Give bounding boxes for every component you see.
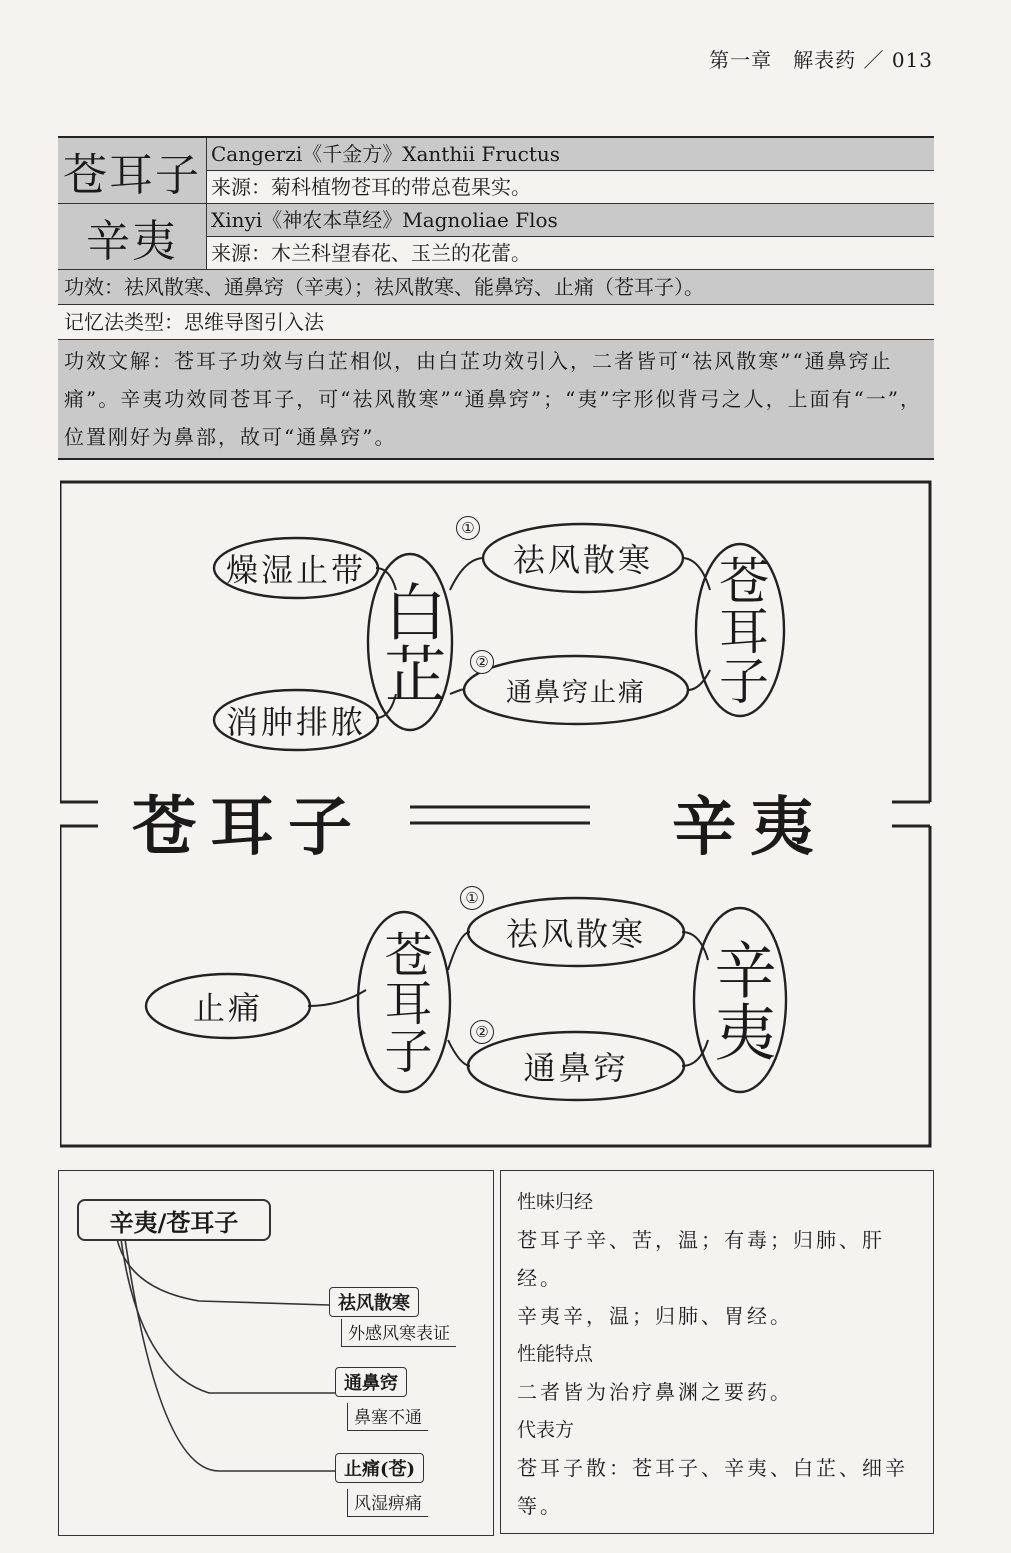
tree-sub-waigan: 外感风寒表证 xyxy=(341,1319,456,1347)
node-baizhi: 白芷 xyxy=(374,580,447,704)
title-xinyi: 辛夷 xyxy=(672,776,828,868)
number-mark-1-top: ① xyxy=(456,516,480,540)
tree-root: 辛夷/苍耳子 xyxy=(77,1199,271,1241)
herb-pinyin-cangerzi: Cangerzi《千金方》Xanthii Fructus xyxy=(207,138,934,171)
title-cangerzi: 苍耳子 xyxy=(132,776,366,868)
text-daibiaofang: 苍耳子散：苍耳子、辛夷、白芷、细辛等。 xyxy=(517,1456,908,1518)
node-xinyi-bottom: 辛夷 xyxy=(704,938,777,1062)
node-zhitong: 止痛 xyxy=(192,989,263,1027)
node-qufeng-sanhan-top: 祛风散寒 xyxy=(512,541,653,579)
text-tedian: 二者皆为治疗鼻渊之要药。 xyxy=(517,1380,793,1404)
herb-name-cangerzi: 苍耳子 xyxy=(58,138,207,203)
heading-xingwei-guijing: 性味归经 xyxy=(517,1191,594,1213)
memory-type-row: 记忆法类型：思维导图引入法 xyxy=(58,305,934,340)
function-tree-box xyxy=(58,1170,494,1536)
mind-map xyxy=(60,480,932,1150)
text-cangerzi-xingwei: 苍耳子辛、苦，温；有毒；归肺、肝经。 xyxy=(517,1228,885,1290)
node-cangerzi-bottom: 苍耳子 xyxy=(376,930,432,1074)
tree-node-qufeng-sanhan: 祛风散寒 xyxy=(329,1287,419,1317)
efficacy-row: 功效：祛风散寒、通鼻窍（辛夷）；祛风散寒、能鼻窍、止痛（苍耳子）。 xyxy=(58,270,934,305)
explanation-row: 功效文解：苍耳子功效与白芷相似，由白芷功效引入，二者皆可“祛风散寒”“通鼻窍止痛”。辛夷功效同苍耳子，可“祛风散寒”“通鼻窍”；“夷”字形似背弓之人，上面有“一”，位置刚好为鼻部，故可“通鼻窍”。 xyxy=(58,340,934,458)
herb-row-xinyi xyxy=(58,204,934,270)
herb-pinyin-xinyi: Xinyi《神农本草经》Magnoliae Flos xyxy=(207,204,934,237)
herb-source-xinyi: 来源：木兰科望春花、玉兰的花蕾。 xyxy=(207,237,934,269)
herb-source-cangerzi: 来源：菊科植物苍耳的带总苞果实。 xyxy=(207,171,934,203)
text-xinyi-xingwei: 辛夷辛，温；归肺、胃经。 xyxy=(517,1304,793,1328)
node-xiaozhong-painong: 消肿排脓 xyxy=(225,703,366,741)
number-mark-1-bottom: ① xyxy=(460,886,484,910)
node-tongbiqiao-zhitong: 通鼻窍止痛 xyxy=(505,677,646,708)
herb-row-cangerzi xyxy=(58,138,934,204)
heading-xingneng-tedian: 性能特点 xyxy=(517,1343,594,1365)
tree-node-tongbiqiao: 通鼻窍 xyxy=(335,1367,407,1397)
herb-name-xinyi: 辛夷 xyxy=(58,204,207,269)
herb-info-table xyxy=(58,136,934,460)
number-mark-2-bottom: ② xyxy=(470,1020,494,1044)
properties-box xyxy=(500,1170,934,1534)
node-cangerzi-top: 苍耳子 xyxy=(711,555,769,705)
tree-node-zhitong: 止痛(苍) xyxy=(335,1453,424,1483)
heading-daibiaofang: 代表方 xyxy=(517,1419,575,1441)
tree-sub-bisai: 鼻塞不通 xyxy=(347,1403,428,1431)
node-tongbiqiao: 通鼻窍 xyxy=(523,1049,629,1087)
node-zaoshi-zhidai: 燥湿止带 xyxy=(225,551,366,589)
tree-sub-fengshi: 风湿痹痛 xyxy=(347,1489,428,1517)
node-qufeng-sanhan-bottom: 祛风散寒 xyxy=(505,915,646,953)
number-mark-2-top: ② xyxy=(470,650,494,674)
page-header: 第一章 解表药 ／ 013 xyxy=(709,48,933,72)
